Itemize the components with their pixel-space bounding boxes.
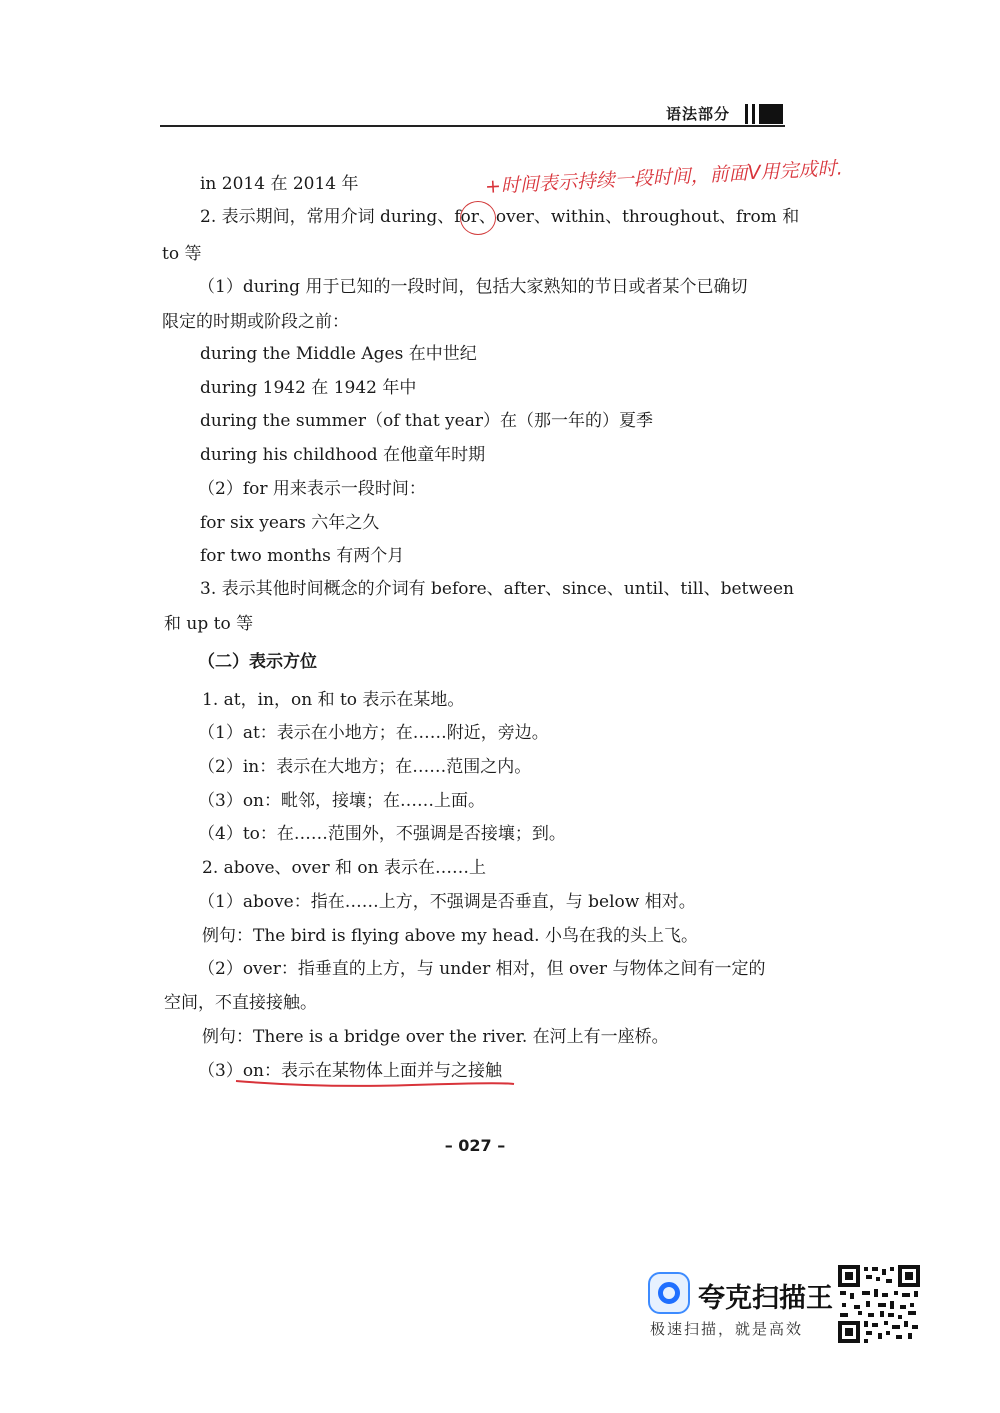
text-line: （4）to：在……范围外，不强调是否接壤；到。 — [198, 824, 566, 844]
watermark-brand: 夸克扫描王 — [698, 1283, 833, 1314]
text-line: for two months 有两个月 — [200, 546, 405, 566]
text-line: 3. 表示其他时间概念的介词有 before、after、since、until、till、between — [200, 579, 794, 599]
text-line: 和 up to 等 — [164, 614, 254, 634]
text-line: for six years 六年之久 — [200, 513, 380, 533]
page-number: – 027 – — [444, 1136, 506, 1155]
text-line: 空间，不直接接触。 — [164, 993, 317, 1013]
text-line: （1）above：指在……上方，不强调是否垂直，与 below 相对。 — [198, 892, 696, 912]
text-line: to 等 — [162, 244, 202, 264]
handwritten-annotation: +时间表示持续一段时间，前面V用完成时. — [484, 157, 844, 198]
text-line: during his childhood 在他童年时期 — [200, 445, 486, 465]
handwritten-underline — [232, 1076, 522, 1090]
text-line: 例句：The bird is flying above my head. 小鸟在我的头上飞。 — [202, 926, 698, 946]
scanner-logo-icon — [648, 1272, 690, 1314]
text-line: （2）for 用来表示一段时间： — [198, 479, 426, 499]
handwritten-circle-mark — [460, 201, 496, 235]
text-line: 2. 表示期间，常用介词 during、for、over、within、throughout、from 和 — [200, 207, 800, 227]
text-line: during the Middle Ages 在中世纪 — [200, 344, 477, 364]
watermark-slogan: 极速扫描，就是高效 — [650, 1320, 804, 1338]
text-line: （3）on：毗邻，接壤；在……上面。 — [198, 791, 485, 811]
qr-code-icon — [838, 1265, 920, 1343]
text-line: （1）during 用于已知的一段时间，包括大家熟知的节日或者某个已确切 — [198, 277, 748, 297]
section-heading: （二）表示方位 — [198, 652, 317, 672]
header-rule — [160, 125, 785, 127]
text-line: 例句：There is a bridge over the river. 在河上有一座桥。 — [202, 1027, 669, 1047]
header-bar-mark — [745, 104, 785, 124]
text-line: （3）on：表示在某物体上面并与之接触 — [198, 1061, 502, 1081]
text-line: 限定的时期或阶段之前： — [162, 312, 349, 332]
text-line: （2）in：表示在大地方；在……范围之内。 — [198, 757, 532, 777]
header-title: 语法部分 — [665, 105, 730, 123]
text-line: （2）over：指垂直的上方，与 under 相对，但 over 与物体之间有一定的 — [198, 959, 766, 979]
text-line: in 2014 在 2014 年 — [200, 174, 359, 194]
text-line: （1）at：表示在小地方；在……附近，旁边。 — [198, 723, 549, 743]
text-line: during the summer（of that year）在（那一年的）夏季 — [200, 411, 653, 431]
text-line: 1. at，in，on 和 to 表示在某地。 — [202, 690, 465, 710]
text-line: during 1942 在 1942 年中 — [200, 378, 417, 398]
text-line: 2. above、over 和 on 表示在……上 — [202, 858, 486, 878]
